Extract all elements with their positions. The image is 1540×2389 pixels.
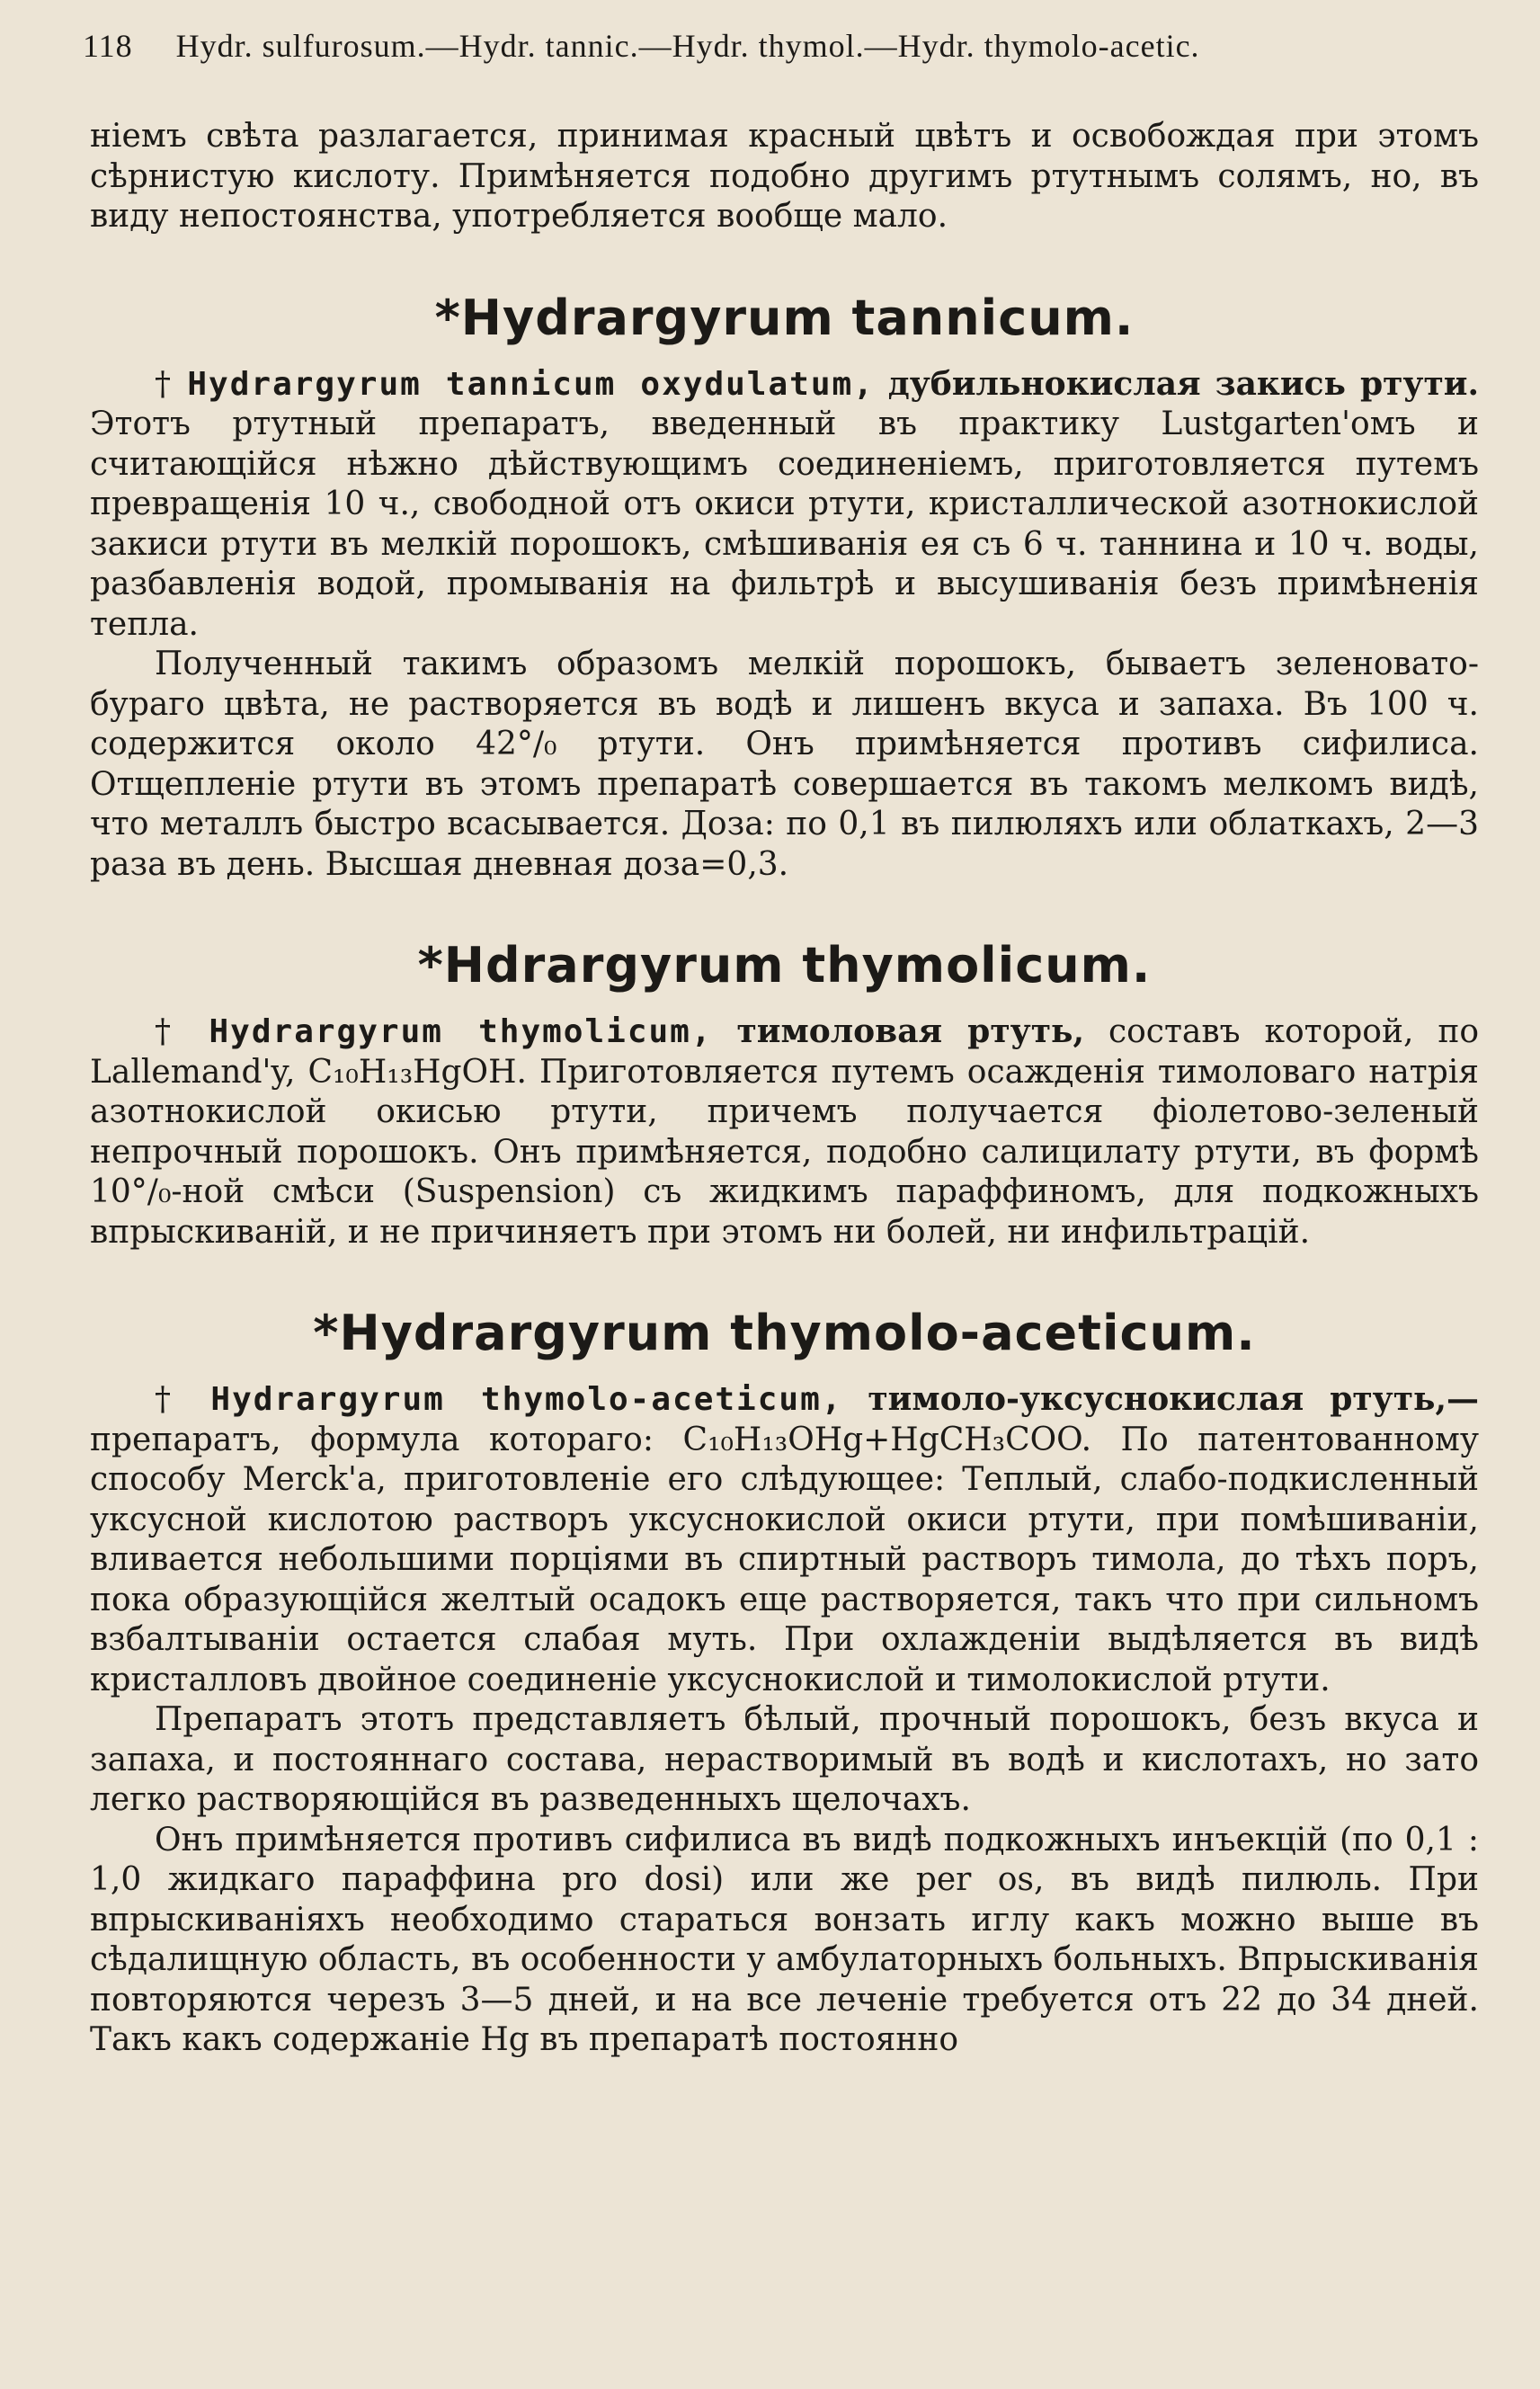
thymolo-aceticum-text-1: препаратъ, формула котораго: C₁₀H₁₃OHg+HgCH₃COO. По патентованному способу Merck'a, приготовленіе его слѣдующее: Теплый, слабо-подкисленный уксусной кислотою растворъ уксуснокислой окиси ртути, при помѣшиваніи, вливается небольшими порціями въ спиртный растворъ тимола, до тѣхъ поръ, пока образующійся желтый осадокъ еще растворяется, такъ что при сильномъ взбалтываніи остается слабая муть. При охлажденіи выдѣляется въ видѣ кристалловъ двойное соединеніе уксуснокислой и тимолокислой ртути. <box>90 1421 1479 1698</box>
body-column <box>90 117 1479 2061</box>
heading-thymolo-aceticum: *Hydrargyrum thymolo-aceticum. <box>313 1305 1256 1361</box>
tannicum-paragraph-2: Полученный такимъ образомъ мелкій порошокъ, бываетъ зеленовато-бураго цвѣта, не растворяется въ водѣ и лишенъ вкуса и запаха. Въ 100 ч. содержится около 42°/₀ ртути. Онъ примѣняется противъ сифилиса. Отщепленіе ртути въ этомъ препаратѣ совершается въ такомъ мелкомъ видѣ, что металлъ быстро всасывается. Доза: по 0,1 въ пилюляхъ или облаткахъ, 2—3 раза въ день. Высшая дневная доза=0,3. <box>90 646 1479 883</box>
heading-thymolicum: *Hdrargyrum thymolicum. <box>417 937 1152 994</box>
running-head <box>83 27 1485 65</box>
intro-paragraph: ніемъ свѣта разлагается, принимая красный цвѣтъ и освобождая при этомъ сѣрнистую кислоту. Примѣняется подобно другимъ ртутнымъ солямъ, но, въ виду непостоянства, употребляется вообще мало. <box>90 118 1479 235</box>
thymolo-aceticum-russian-name: тимоло-уксуснокислая ртуть,— <box>868 1380 1480 1418</box>
dagger-mark: † <box>155 1381 186 1418</box>
tannicum-russian-name: дубильнокислая закись ртути. <box>887 364 1480 403</box>
thymolo-aceticum-paragraph-2: Препаратъ этотъ представляетъ бѣлый, прочный порошокъ, безъ вкуса и запаха, и постояннаго состава, нерастворимый въ водѣ и кислотахъ, но зато легко растворяющійся въ разведенныхъ щелочахъ. <box>90 1701 1479 1818</box>
thymolicum-russian-name: тимоловая ртуть, <box>736 1012 1084 1050</box>
thymolicum-text-1: составъ которой, по Lallemand'y, C₁₀H₁₃HgOH. Приготовляется путемъ осажденія тимоловаго натрія азотнокислой окисью ртути, причемъ получается фіолетово-зеленый непрочный порошокъ. Онъ примѣняется, подобно салицилату ртути, въ формѣ 10°/₀-ной смѣси (Suspension) съ жидкимъ параффиномъ, для подкожныхъ впрыскиваній, и не причиняетъ при этомъ ни болей, ни инфильтрацій. <box>90 1013 1480 1251</box>
thymolo-aceticum-latin-name: Hydrargyrum thymolo-aceticum, <box>210 1381 843 1418</box>
running-title: Hydr. sulfurosum.—Hydr. tannic.—Hydr. thymol.—Hydr. thymolo-acetic. <box>175 28 1200 64</box>
heading-tannicum: *Hydrargyrum tannicum. <box>434 289 1135 346</box>
thymolicum-lead-paragraph <box>90 1012 1479 1252</box>
thymolicum-latin-name: Hydrargyrum thymolicum, <box>209 1013 713 1050</box>
dagger-mark: † <box>155 1013 185 1050</box>
thymolo-aceticum-lead-paragraph <box>90 1379 1479 1700</box>
thymolo-aceticum-paragraph-3: Онъ примѣняется противъ сифилиса въ видѣ подкожныхъ инъекцій (по 0,1 : 1,0 жидкаго параффина pro dosi) или же per os, въ видѣ пилюль. При впрыскиваніяхъ необходимо стараться вонзать иглу какъ можно выше въ сѣдалищную область, въ особенности у амбулаторныхъ больныхъ. Впрыскиванія повторяются черезъ 3—5 дней, и на все леченіе требуется отъ 22 до 34 дней. Такъ какъ содержаніе Hg въ препаратѣ постоянно <box>90 1821 1479 2058</box>
tannicum-latin-name: Hydrargyrum tannicum oxydulatum, <box>187 365 875 403</box>
tannicum-text-1: Этотъ ртутный препаратъ, введенный въ практику Lustgarten'омъ и считающійся нѣжно дѣйствующимъ соединеніемъ, приготовляется путемъ превращенія 10 ч., свободной отъ окиси ртути, кристаллической азотнокислой закиси ртути въ мелкій порошокъ, смѣшиванія ея съ 6 ч. таннина и 10 ч. воды, разбавленія водой, промыванія на фильтрѣ и высушиванія безъ примѣненія тепла. <box>90 406 1479 643</box>
tannicum-lead-paragraph <box>90 364 1479 646</box>
dagger-mark: † <box>155 365 174 403</box>
page-number: 118 <box>83 28 133 64</box>
